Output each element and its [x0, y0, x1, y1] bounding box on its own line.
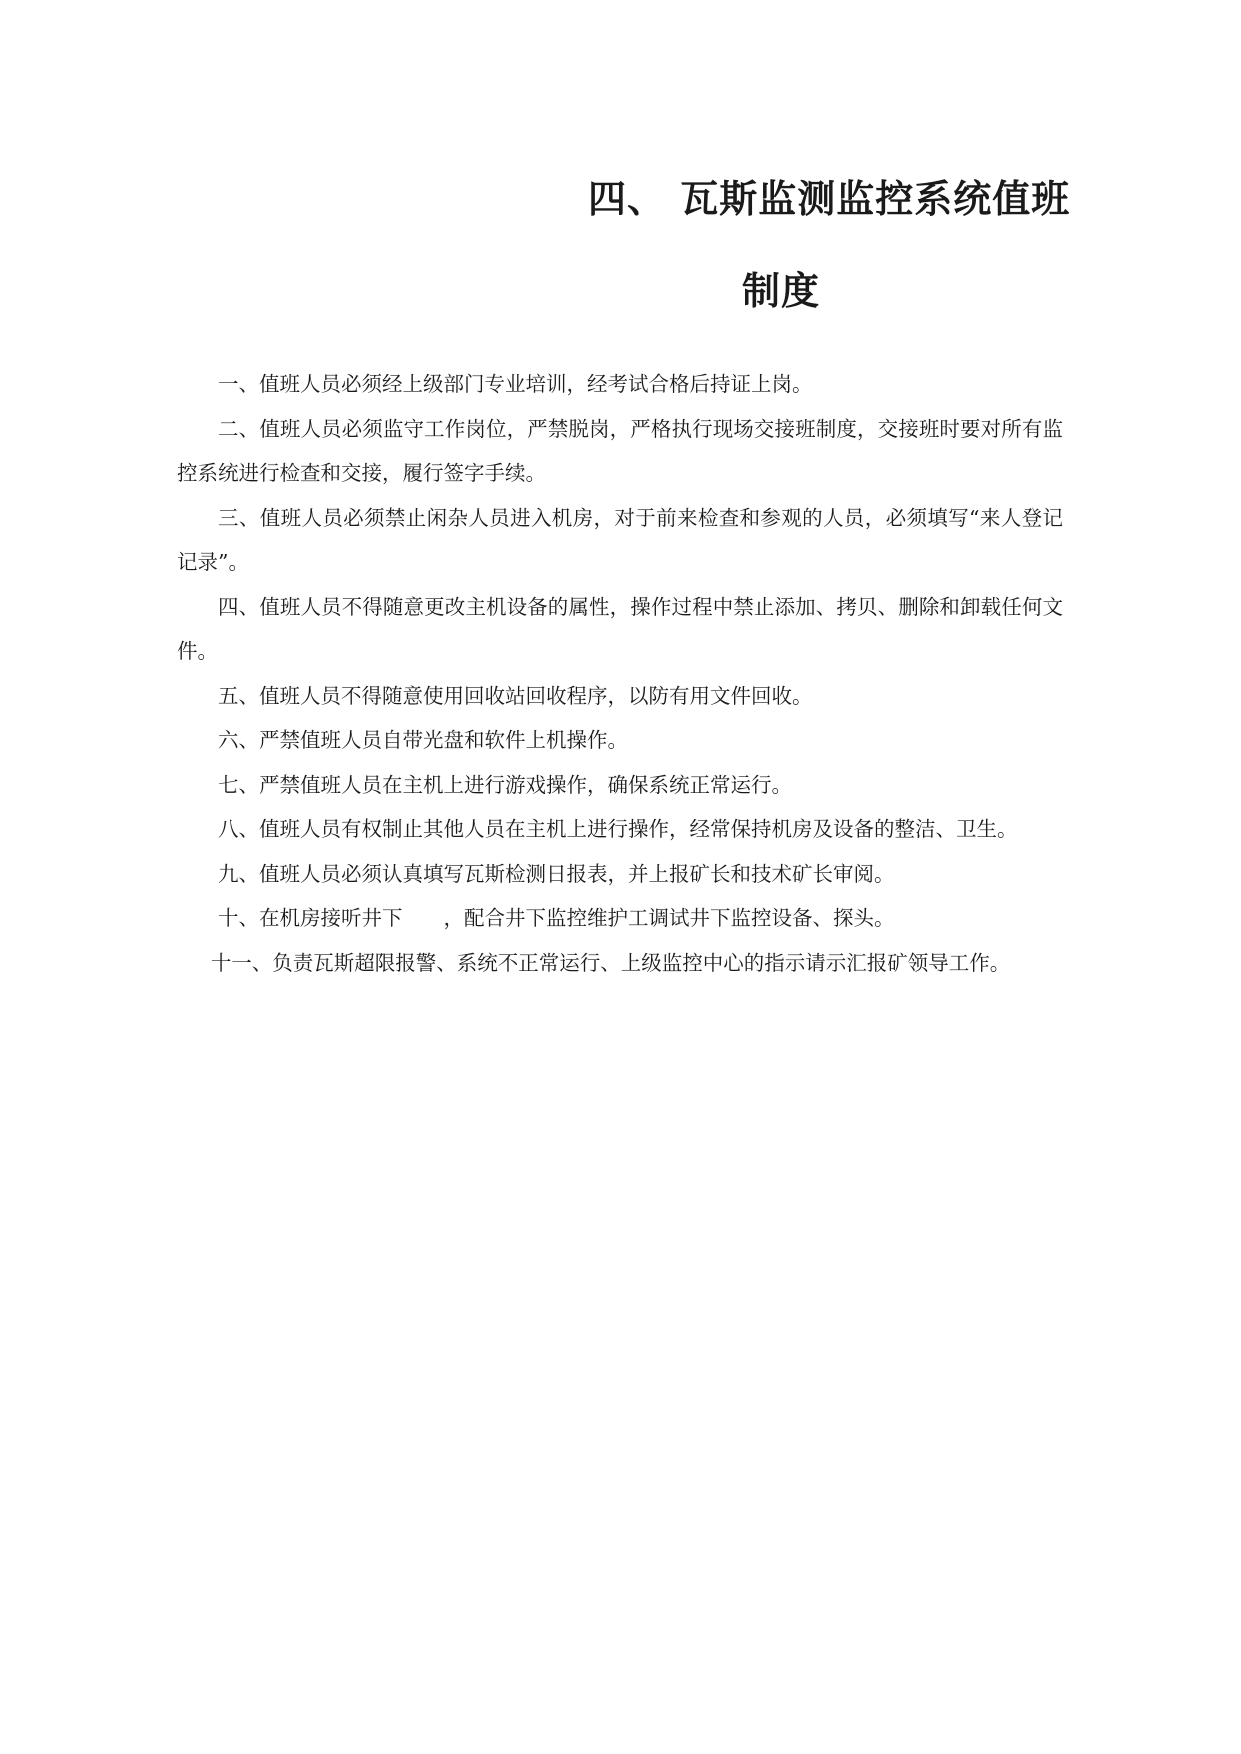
- regulation-item-8: 八、值班人员有权制止其他人员在主机上进行操作，经常保持机房及设备的整洁、卫生。: [218, 817, 1018, 841]
- regulation-item-10: 十、在机房接听井下 ，配合井下监控维护工调试井下监控设备、探头。: [218, 906, 895, 930]
- regulation-item-5: 五、值班人员不得随意使用回收站回收程序，以防有用文件回收。: [218, 683, 813, 708]
- regulation-item-11: 十一、负责瓦斯超限报警、系统不正常运行、上级监控中心的指示请示汇报矿领导工作。: [210, 950, 1011, 975]
- regulation-item-7: 七、严禁值班人员在主机上进行游戏操作，确保系统正常运行。: [218, 772, 792, 797]
- regulation-item-4: 四、值班人员不得随意更改主机设备的属性，操作过程中禁止添加、拷贝、删除和卸载任何文件。: [177, 594, 1063, 663]
- regulation-item-1: 一、值班人员必须经上级部门专业培训，经考试合格后持证上岗。: [218, 372, 813, 396]
- regulation-item-2: 二、值班人员必须监守工作岗位，严禁脱岗，严格执行现场交接班制度，交接班时要对所有监控系统进行检查和交接，履行签字手续。: [177, 416, 1063, 485]
- document-title-line-1: 四、 瓦斯监测监控系统值班: [588, 176, 1071, 221]
- regulation-item-9: 九、值班人员必须认真填写瓦斯检测日报表，并上报矿长和技术矿长审阅。: [218, 861, 895, 886]
- regulation-item-6: 六、严禁值班人员自带光盘和软件上机操作。: [218, 728, 628, 752]
- regulation-item-3: 三、值班人员必须禁止闲杂人员进入机房，对于前来检查和参观的人员，必须填写“来人登记记录”。: [177, 505, 1063, 574]
- regulation-list: [177, 362, 1063, 985]
- document-title-line-2: 制度: [742, 268, 821, 313]
